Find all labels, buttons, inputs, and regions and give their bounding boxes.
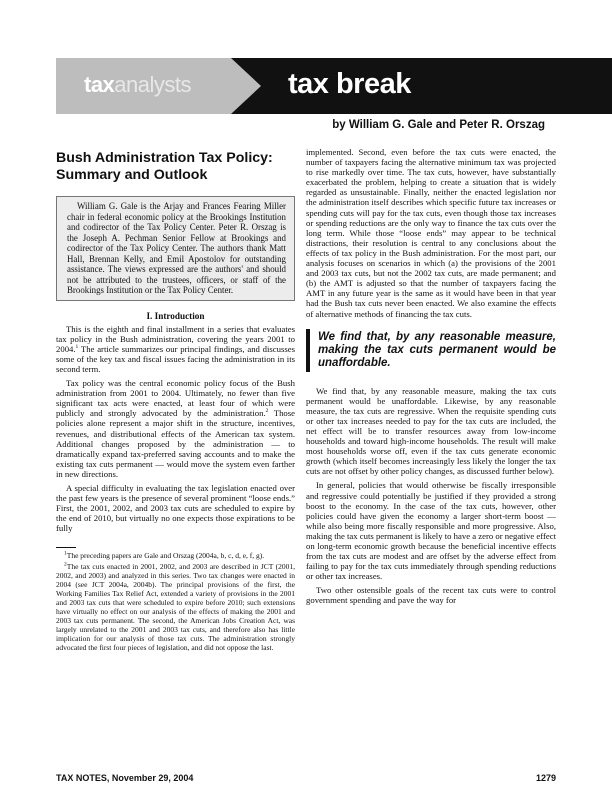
tax-analysts-logo: taxanalysts	[84, 72, 192, 97]
byline: by William G. Gale and Peter R. Orszag	[332, 119, 545, 131]
section-heading: I. Introduction	[146, 310, 205, 321]
pull-quote: We find that, by any reasonable measure, making the tax cuts permanent would be unaffordable.	[306, 329, 556, 372]
paragraph: This is the eighth and final installment in a series that evaluates tax policy in the Bush administration, covering the years 2001 to 2004.$^1$ The article summarizes our principal findings, and discusses some of the key tax and fiscal issues facing the administration in its second term.	[56, 323, 295, 374]
right-column	[306, 147, 556, 610]
footnote-ref: 1	[75, 343, 79, 350]
footnote-ref: 2	[265, 408, 269, 415]
paragraph: implemented. Second, even before the tax cuts were enacted, the number of taxpayers facing the alternative minimum tax was projected to rise markedly over time. The tax cuts, however, have substantially exacerbated the problem, helping to create a situation that is widely regarded as unsustainable. Finally, neither the enacted legislation nor the administration itself describes which specific future tax increases or spending cuts will pay for the tax cuts, even though those tax increases or spending reductions are the only way to finance the tax cuts over the long term. While those “loose ends” may appear to be technical distractions, their resolution is central to any conclusions about the effects of tax policy in the Bush administration. For the most part, our analysis focuses on scenarios in which (a) the provisions of the 2001 and 2003 tax cuts, but not the 2002 tax cuts, are made permanent; and (b) the AMT is adjusted so that the number of taxpayers facing the AMT in any future year is the same as it would have been in that year had the Bush tax cuts never been enacted. We also examine the effects of alternative methods of financing the tax cuts.	[306, 147, 556, 319]
page-number: 1279	[535, 773, 556, 783]
footnote: $^2$The tax cuts enacted in 2001, 2002, and 2003 are described in JCT (2001, 2002, and 2003) and analyzed in this series. Two tax changes were enacted in 2004 (see JCT 2004a, 2004b). The principal provisions of the first, the Working Families Tax Relief Act, extended a variety of provisions in the 2001 and 2003 tax cuts that were scheduled to expire before 2010; such extensions have virtually no effect on our analysis of the effects of making the 2001 and 2003 tax cuts permanent. The second, the American Jobs Creation Act, was largely unrelated to the 2001 and 2003 tax cuts, and therefore also has little implication for our analysis of those tax cuts. The administration strongly advocated the first four pieces of legislation, and did not oppose the last.	[56, 561, 295, 652]
paragraph: A special difficulty in evaluating the tax legislation enacted over the past few years is the presence of several prominent “loose ends.” First, the 2001, 2002, and 2003 tax cuts are scheduled to expire by the end of 2010, but virtually no one expects those expirations to be fully	[56, 483, 295, 534]
paragraph: Tax policy was the central economic policy focus of the Bush administration from 2001 to 2004. Ultimately, no fewer than five significant tax acts were enacted, at least four of which were publicly and strongly advocated by the administration.$^2$ Those policies alone represent a major shift in the structure, incentives, revenues, and distributional effects of the American tax system. Additional changes proposed by the administration — to dramatically expand tax-preferred saving accounts and to make the existing tax cuts permanent — would move the system even farther in new directions.	[56, 378, 295, 479]
footnote: $^1$The preceding papers are Gale and Orszag (2004a, b, c, d, e, f, g).	[64, 550, 265, 561]
left-column	[56, 150, 295, 654]
footer-publication: TAX NOTES, November 29, 2004	[56, 773, 194, 783]
header-banner	[56, 58, 612, 114]
section-name: tax break	[288, 68, 411, 100]
paragraph: Two other ostensible goals of the recent tax cuts were to control government spending and pave the way for	[306, 585, 556, 606]
article-title: Bush Administration Tax Policy: Summary and Outlook	[56, 150, 273, 183]
paragraph: In general, policies that would otherwise be fiscally irresponsible and regressive could potentially be justified if they provided a strong boost to the economy. In the case of the tax cuts, however, other policies could have given the economy a larger short-term boost — while also being more fiscally responsible and more progressive. Also, making the tax cuts permanent is likely to have a zero or negative effect on long-term economic growth because the beneficial incentive effects from the tax cuts are modest and are offset by the adverse effect from failing to pay for the tax cuts immediately through spending reductions or other tax increases.	[306, 480, 556, 582]
banner-arrow	[231, 58, 261, 114]
author-bio-box: William G. Gale is the Arjay and Frances Fearing Miller chair in federal economic policy at the Brookings Institution and codirector of the Tax Policy Center. Peter R. Orszag is the Joseph A. Pechman Senior Fellow at Brookings and codirector of the Tax Policy Center. The authors thank Matt Hall, Brennan Kelly, and Emil Apostolov for outstanding assistance. The views expressed are the authors' and should not be attributed to the trustees, officers, or staff of the Brookings Institution or the Tax Policy Center.	[56, 196, 295, 301]
paragraph: We find that, by any reasonable measure, making the tax cuts permanent would be unaffordable. Likewise, by any reasonable measure, the tax cuts are regressive. When the requisite spending cuts or other tax increases needed to pay for the tax cuts are included, the net effect will be to transfer resources away from low-income households and toward high-income households. The result will make most households worse off, even if the tax cuts generate economic growth (which itself becomes increasingly less likely the longer the tax cuts are not offset by other policy changes, as discussed further below).	[306, 385, 556, 477]
footnote-rule	[56, 547, 76, 548]
